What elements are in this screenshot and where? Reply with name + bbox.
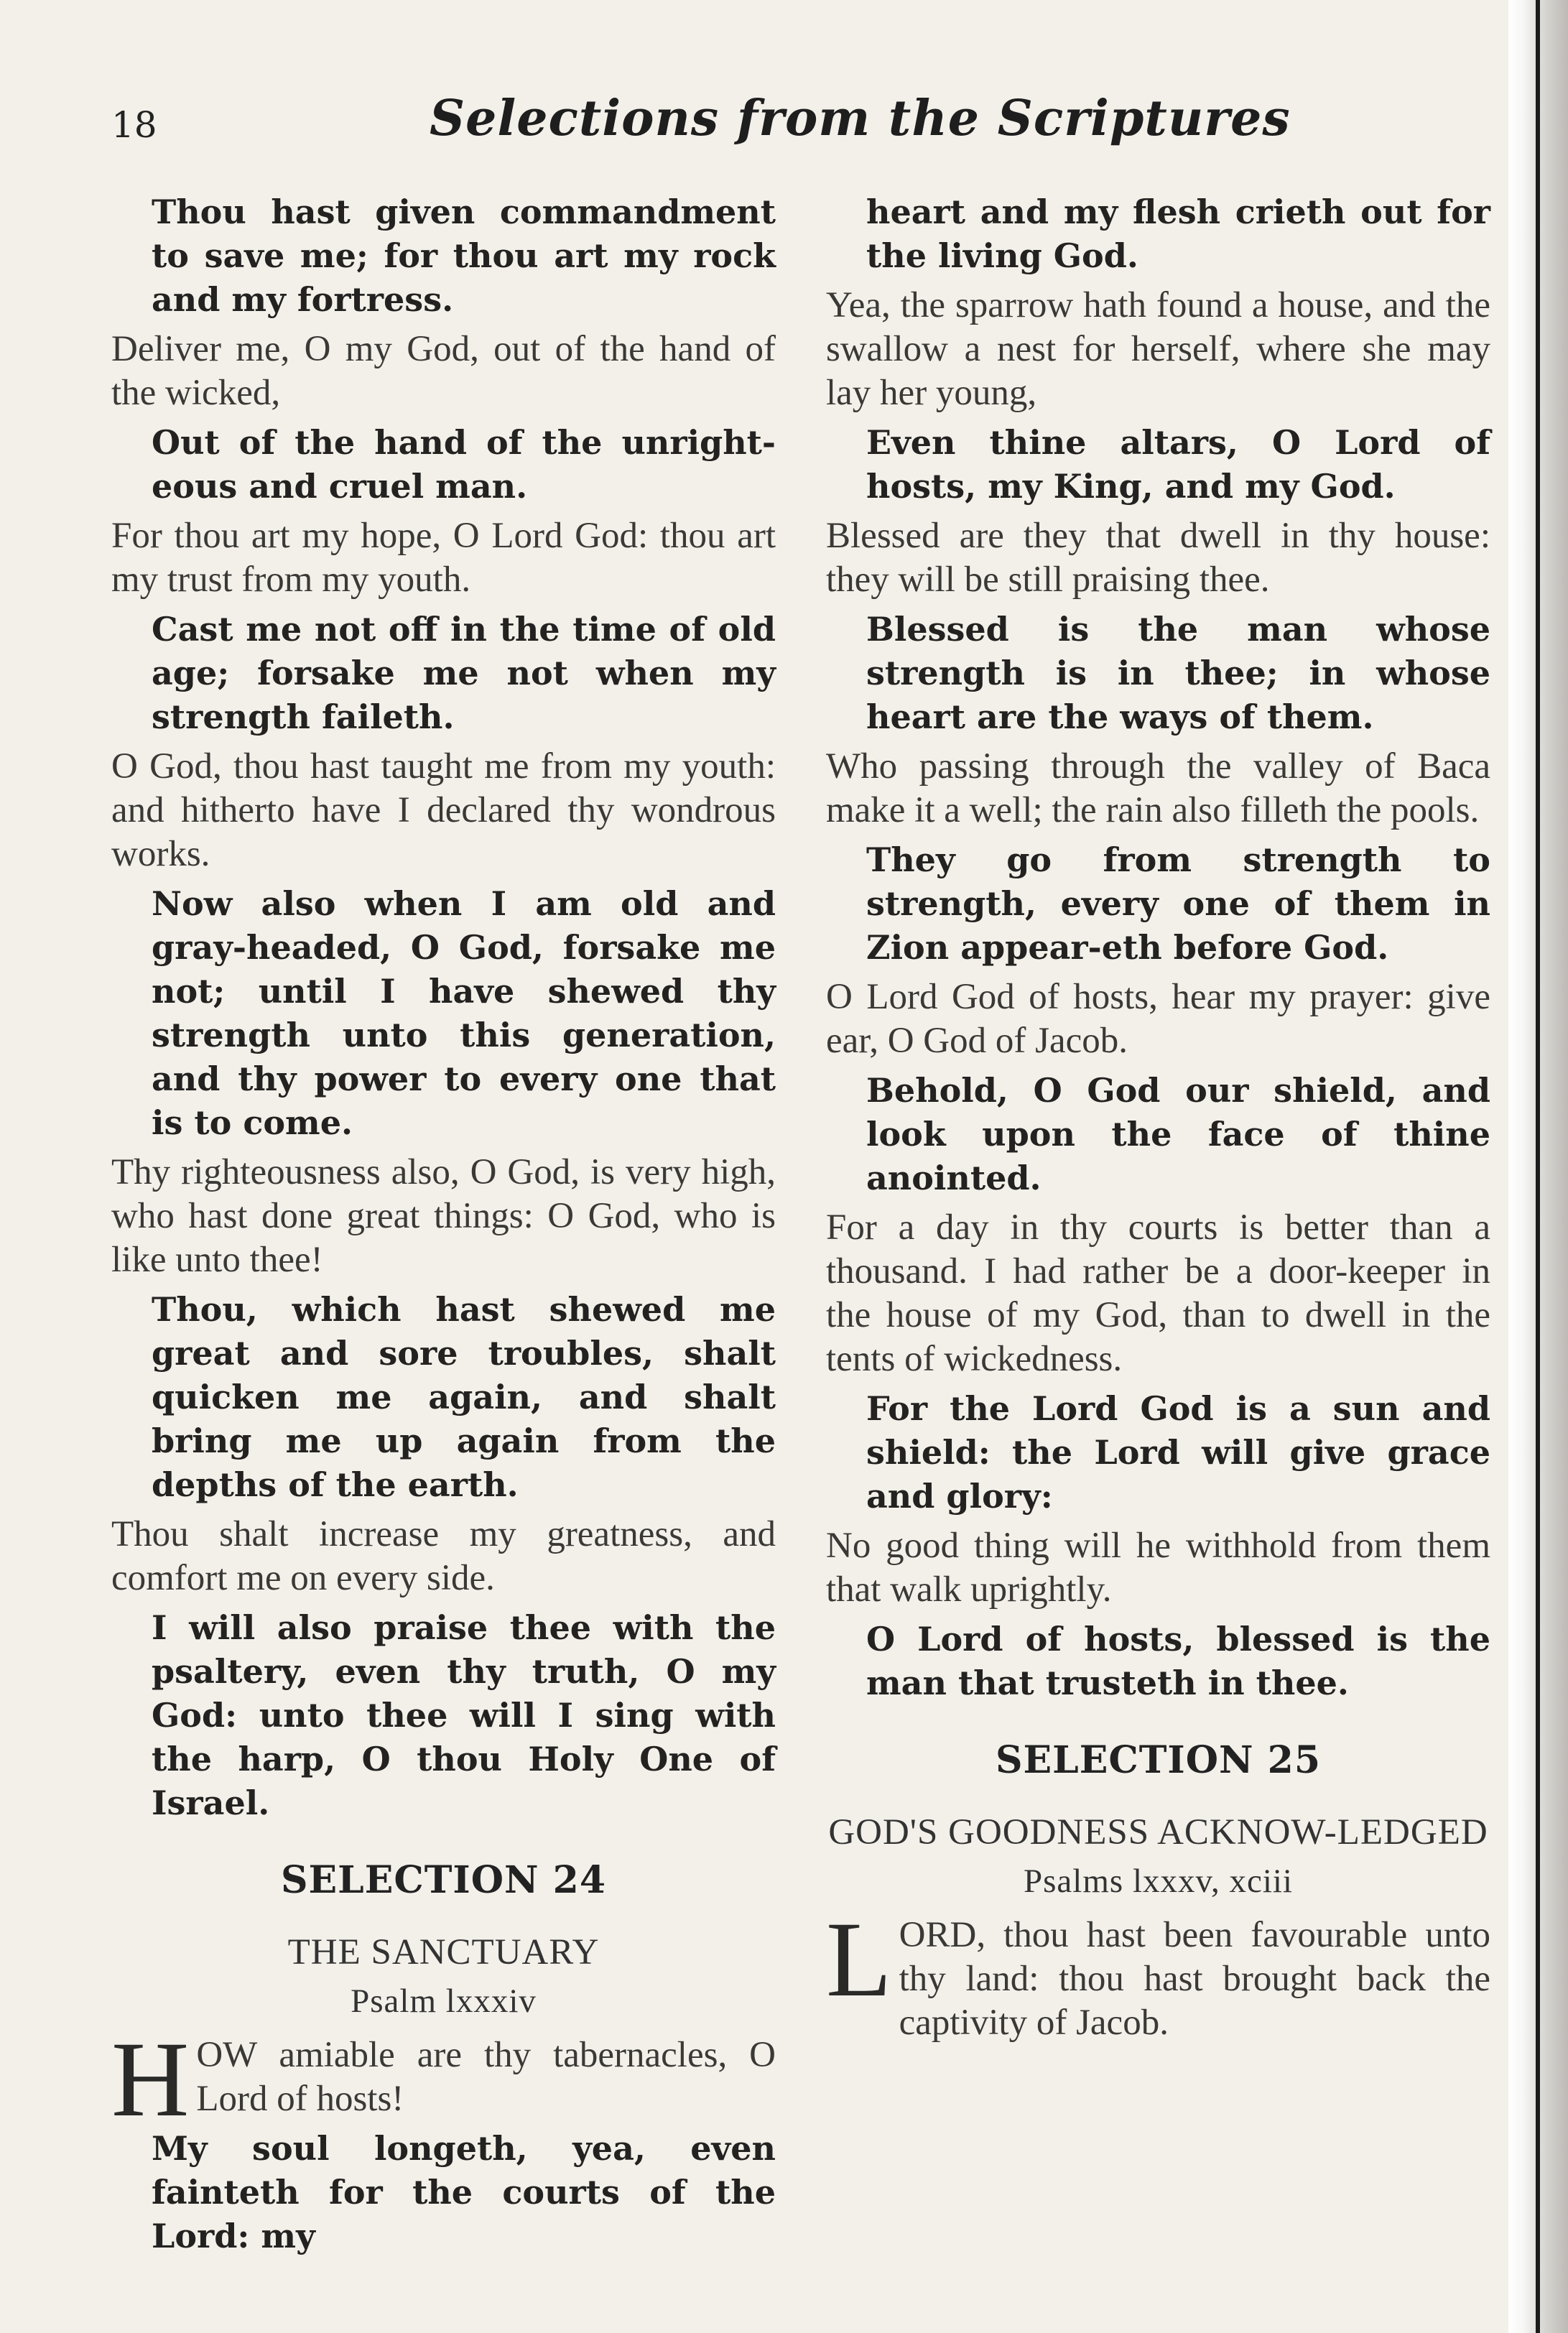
- verse-paragraph: They go from strength to strength, every one of them in Zion appear-eth before God.: [866, 840, 1490, 967]
- dropcap-letter: L: [826, 1900, 892, 2019]
- verse-paragraph: My soul longeth, yea, even fainteth for the courts of the Lord: my: [152, 2129, 776, 2255]
- verse-paragraph: Yea, the sparrow hath found a house, and the swallow a nest for herself, where she may lay her young,: [826, 285, 1490, 413]
- selection-25-source: Psalms lxxxv, xciii: [1024, 1863, 1293, 1900]
- verse-paragraph: For the Lord God is a sun and shield: the Lord will give grace and glory:: [866, 1389, 1490, 1516]
- right-paragraphs: [826, 190, 1490, 1705]
- selection-24-paragraphs: [111, 2127, 776, 2258]
- opening-text: ORD, thou hast been favourable unto thy land: thou hast brought back the captivity of Jacob.: [899, 1915, 1490, 2043]
- page-edge-line: [1536, 0, 1540, 2333]
- selection-25-title: GOD'S GOODNESS ACKNOW-LEDGED: [828, 1812, 1488, 1852]
- verse-paragraph: Behold, O God our shield, and look upon the face of thine anointed.: [866, 1071, 1490, 1197]
- selection-24-title: THE SANCTUARY: [287, 1932, 600, 1972]
- left-paragraphs: [111, 190, 776, 1825]
- selection-24-opening: [111, 2020, 776, 2139]
- verse-paragraph: Out of the hand of the unright-eous and cruel man.: [152, 423, 776, 506]
- verse-paragraph: I will also praise thee with the psaltery, even thy truth, O my God: unto thee will I sing with the harp, O thou Holy One of Israel.: [152, 1608, 776, 1822]
- verse-paragraph: No good thing will he withhold from them that walk uprightly.: [826, 1526, 1490, 1610]
- verse-paragraph: Who passing through the valley of Baca make it a well; the rain also filleth the pools.: [826, 746, 1490, 830]
- running-title: Selections from the Scriptures: [430, 90, 1291, 147]
- verse-paragraph: Blessed is the man whose strength is in thee; in whose heart are the ways of them.: [866, 610, 1490, 736]
- page-number: 18: [111, 104, 157, 146]
- verse-paragraph: For a day in thy courts is better than a thousand. I had rather be a door-keeper in the house of my God, than to dwell in the tents of wickedness.: [826, 1207, 1490, 1379]
- verse-paragraph: Thou shalt increase my greatness, and comfort me on every side.: [111, 1514, 776, 1598]
- verse-paragraph: Thou hast given commandment to save me; for thou art my rock and my fortress.: [152, 193, 776, 319]
- verse-paragraph: Thy righteousness also, O God, is very high, who hast done great things: O God, who is like unto thee!: [111, 1152, 776, 1280]
- verse-paragraph: Cast me not off in the time of old age; forsake me not when my strength faileth.: [152, 610, 776, 736]
- opening-text: OW amiable are thy tabernacles, O Lord of hosts!: [196, 2035, 776, 2119]
- right-column: [826, 190, 1490, 2051]
- selection-25-opening: [826, 1900, 1490, 2045]
- page-header: [0, 90, 1508, 169]
- verse-paragraph: O Lord God of hosts, hear my prayer: give ear, O God of Jacob.: [826, 977, 1490, 1061]
- verse-paragraph: Deliver me, O my God, out of the hand of the wicked,: [111, 329, 776, 413]
- verse-paragraph: O God, thou hast taught me from my youth: and hitherto have I declared thy wondrous works.: [111, 746, 776, 874]
- page-edge: [1508, 0, 1568, 2333]
- selection-24-source: Psalm lxxxiv: [351, 1982, 537, 2020]
- verse-paragraph: For thou art my hope, O Lord God: thou art my trust from my youth.: [111, 516, 776, 600]
- verse-paragraph: Thou, which hast shewed me great and sore troubles, shalt quicken me again, and shalt bring me up again from the depths of the earth.: [152, 1290, 776, 1504]
- verse-paragraph: Now also when I am old and gray-headed, O God, forsake me not; until I have shewed thy strength unto this generation, and thy power to every one that is to come.: [152, 884, 776, 1142]
- dropcap-letter: H: [111, 2020, 190, 2139]
- verse-paragraph: O Lord of hosts, blessed is the man that trusteth in thee.: [866, 1620, 1490, 1702]
- verse-paragraph: heart and my flesh crieth out for the living God.: [866, 193, 1490, 275]
- left-column: [111, 190, 776, 2264]
- selection-24-heading: SELECTION 24: [280, 1858, 607, 1902]
- verse-paragraph: Even thine altars, O Lord of hosts, my King, and my God.: [866, 423, 1490, 506]
- selection-25-heading: SELECTION 25: [995, 1738, 1322, 1782]
- verse-paragraph: Blessed are they that dwell in thy house: they will be still praising thee.: [826, 516, 1490, 600]
